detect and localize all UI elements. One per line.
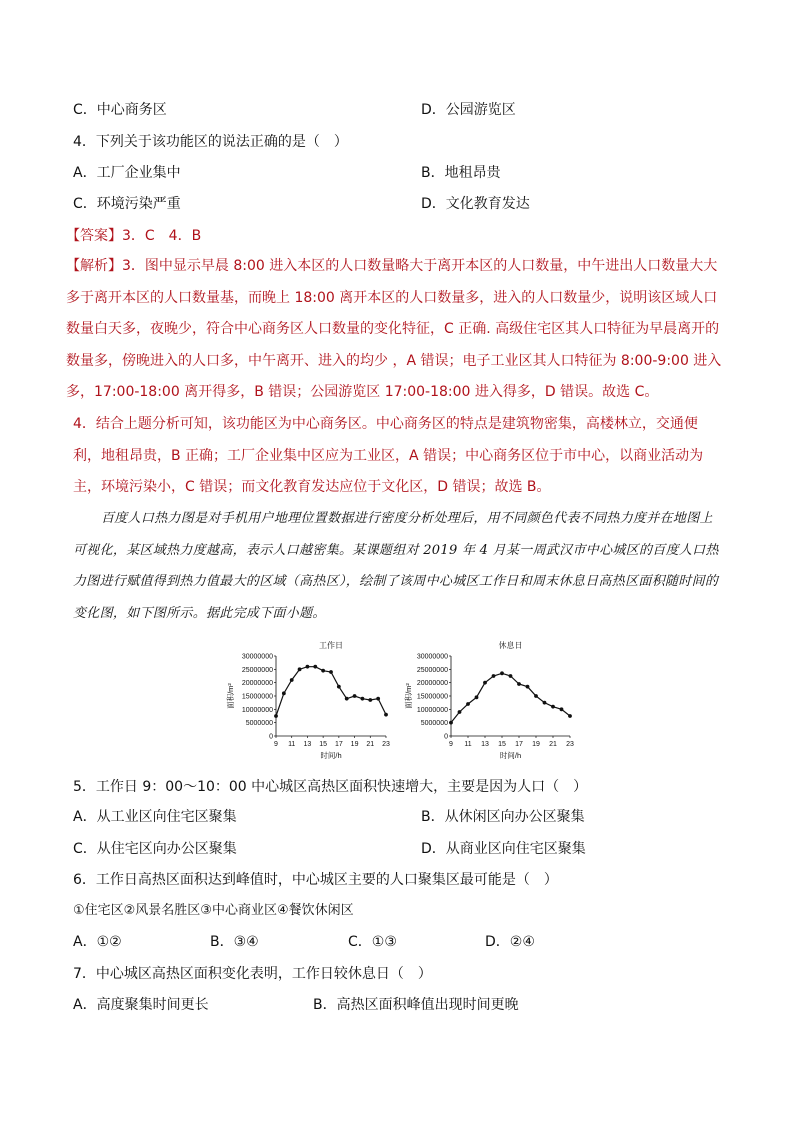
q7-options-row (73, 995, 519, 1015)
data-point (509, 674, 513, 678)
q6-option-a: A．①② (73, 934, 122, 950)
analysis-q4-text: 4．结合上题分析可知，该功能区为中心商务区。中心商务区的特点是建筑物密集，高楼林立，交通便利，地租昂贵，B 正确；工厂企业集中区应为工业区，A 错误；中心商务区位于市中心，以商业活动为主，环境污染小，C 错误；而文化教育发达应位于文化区，D 错误；故选 B。 (73, 416, 704, 495)
y-tick-label: 15000000 (241, 693, 273, 701)
x-tick-label: 9 (449, 741, 453, 748)
q4-options-row-1 (73, 163, 501, 183)
q7-option-a: A．高度聚集时间更长 (73, 997, 209, 1013)
q5-options-row-2 (73, 839, 586, 859)
q7-option-b: B．高热区面积峰值出现时间更晚 (313, 997, 519, 1013)
answer-label: 【答案】 (66, 228, 122, 244)
chart-title: 休息日 (498, 641, 523, 650)
y-tick-label: 20000000 (416, 680, 448, 688)
data-point (475, 695, 479, 699)
q5-option-a: A．从工业区向住宅区聚集 (73, 809, 237, 825)
data-point (306, 665, 310, 669)
data-point (361, 697, 365, 701)
analysis-label: 【解析】 (66, 258, 122, 274)
data-point (376, 697, 380, 701)
data-point (543, 701, 547, 705)
y-tick-label: 10000000 (416, 706, 448, 714)
material-intro: 百度人口热力图是对手机用户地理位置数据进行密度分析处理后，用不同颜色代表不同热力度并在地图上可视化，某区域热力度越高，表示人口越密集。某课题组对 2019 年 4 月某一周武汉市中心城区的百度人口热力图进行赋值得到热力值最大的区域（高热区），绘制了该周中心城区工作日和周末休息日高热区面积随时间的变化图，如下图所示。据此完成下面小题。 (73, 511, 719, 621)
data-point (313, 665, 317, 669)
q5-option-b: B．从休闲区向办公区聚集 (421, 809, 585, 825)
data-point (368, 698, 372, 702)
data-point (282, 691, 286, 695)
data-point (458, 710, 462, 714)
analysis-q3-text: 3．图中显示早晨 8:00 进入本区的人口数量略大于离开本区的人口数量，中午进出人口数量大大多于离开本区的人口数量基，而晚上 18:00 离开本区的人口数量多，进入的人口数量少，说明该区域人口数量白天多，夜晚少，符合中心商务区人口数量的变化特征，C 正确. 高级住宅区其人口特征为早晨离开的数量多，傍晚进入的人口多，中午离开、进入的均少 ，A 错误；电子工业区其人口特征为 8:00-9:00 进入多，17:00-18:00 离开得多，B 错误；公园游览区 17:00-18:00 进入得多，D 错误。故选 C。 (66, 258, 722, 400)
restday-chart-svg (403, 636, 583, 766)
y-tick-label: 5000000 (420, 720, 448, 728)
q3-option-d: D．公园游览区 (421, 102, 516, 118)
workday-chart-svg (228, 636, 398, 766)
x-tick-label: 19 (532, 741, 540, 748)
q5-option-d: D．从商业区向住宅区聚集 (421, 841, 586, 857)
answer-text: 3．C 4．B (122, 228, 202, 244)
q6-items: ①住宅区②风景名胜区③中心商业区④餐饮休闲区 (73, 903, 354, 918)
answer-line (66, 226, 201, 246)
x-tick-label: 23 (382, 741, 390, 748)
series-line (451, 673, 570, 722)
y-tick-label: 25000000 (416, 666, 448, 674)
q3-option-c: C．中心商务区 (73, 102, 167, 118)
data-point (483, 681, 487, 685)
data-point (298, 667, 302, 671)
q6-stem: 6．工作日高热区面积达到峰值时，中心城区主要的人口聚集区最可能是（ ） (73, 872, 558, 888)
y-tick-label: 10000000 (241, 706, 273, 714)
q4-option-c: C．环境污染严重 (73, 196, 181, 212)
y-tick-label: 5000000 (245, 720, 273, 728)
data-point (551, 705, 555, 709)
x-tick-label: 9 (274, 741, 278, 748)
q6-option-c: C．①③ (348, 934, 397, 950)
q3-options-row (73, 100, 516, 120)
data-point (534, 694, 538, 698)
data-point (337, 685, 341, 689)
x-tick-label: 13 (303, 741, 312, 748)
series-line (276, 667, 386, 716)
data-point (449, 721, 453, 725)
chart-restday (403, 636, 583, 770)
q6-option-b: B．③④ (210, 934, 259, 950)
x-tick-label: 19 (350, 741, 359, 748)
y-tick-label: 0 (269, 733, 273, 741)
q5-options-row-1 (73, 807, 585, 827)
x-axis-label: 时间/h (320, 751, 342, 760)
x-tick-label: 13 (481, 741, 489, 748)
data-point (353, 694, 357, 698)
data-point (345, 697, 349, 701)
y-axis-label: 面积/m² (404, 683, 413, 709)
x-tick-label: 15 (319, 741, 328, 748)
data-point (466, 702, 470, 706)
y-tick-label: 15000000 (416, 693, 448, 701)
q5-option-c: C．从住宅区向办公区聚集 (73, 841, 237, 857)
x-tick-label: 11 (464, 741, 472, 748)
y-tick-label: 20000000 (241, 680, 273, 688)
q7-stem: 7．中心城区高热区面积变化表明，工作日较休息日（ ） (73, 966, 432, 982)
data-point (526, 685, 530, 689)
chart-workday (228, 636, 398, 770)
data-point (568, 714, 572, 718)
data-point (384, 713, 388, 717)
data-point (517, 682, 521, 686)
data-point (492, 674, 496, 678)
data-point (560, 707, 564, 711)
q4-options-row-2 (73, 194, 530, 214)
x-tick-label: 17 (334, 741, 343, 748)
x-tick-label: 23 (566, 741, 574, 748)
y-tick-label: 30000000 (416, 653, 448, 661)
x-tick-label: 17 (515, 741, 523, 748)
analysis-q3 (66, 251, 726, 409)
x-axis-label: 时间/h (499, 751, 522, 760)
data-point (321, 669, 325, 673)
y-tick-label: 25000000 (241, 666, 273, 674)
y-tick-label: 0 (444, 733, 448, 741)
q4-option-d: D．文化教育发达 (421, 196, 530, 212)
q6-option-d: D．②④ (485, 934, 535, 950)
chart-title: 工作日 (319, 641, 343, 650)
data-point (290, 678, 294, 682)
data-point (500, 671, 504, 675)
q6-options-row (73, 932, 573, 952)
analysis-q4 (73, 409, 723, 504)
x-tick-label: 21 (549, 741, 557, 748)
x-tick-label: 21 (366, 741, 375, 748)
q4-option-a: A．工厂企业集中 (73, 165, 181, 181)
data-point (329, 670, 333, 674)
q5-stem: 5．工作日 9：00～10：00 中心城区高热区面积快速增大，主要是因为人口（ ） (73, 779, 588, 795)
x-tick-label: 11 (288, 741, 296, 748)
q4-option-b: B．地租昂贵 (421, 165, 501, 181)
data-point (274, 714, 278, 718)
y-axis-label: 面积/m² (226, 683, 235, 709)
q4-stem: 4．下列关于该功能区的说法正确的是（ ） (73, 134, 348, 150)
x-tick-label: 15 (498, 741, 506, 748)
y-tick-label: 30000000 (241, 653, 273, 661)
